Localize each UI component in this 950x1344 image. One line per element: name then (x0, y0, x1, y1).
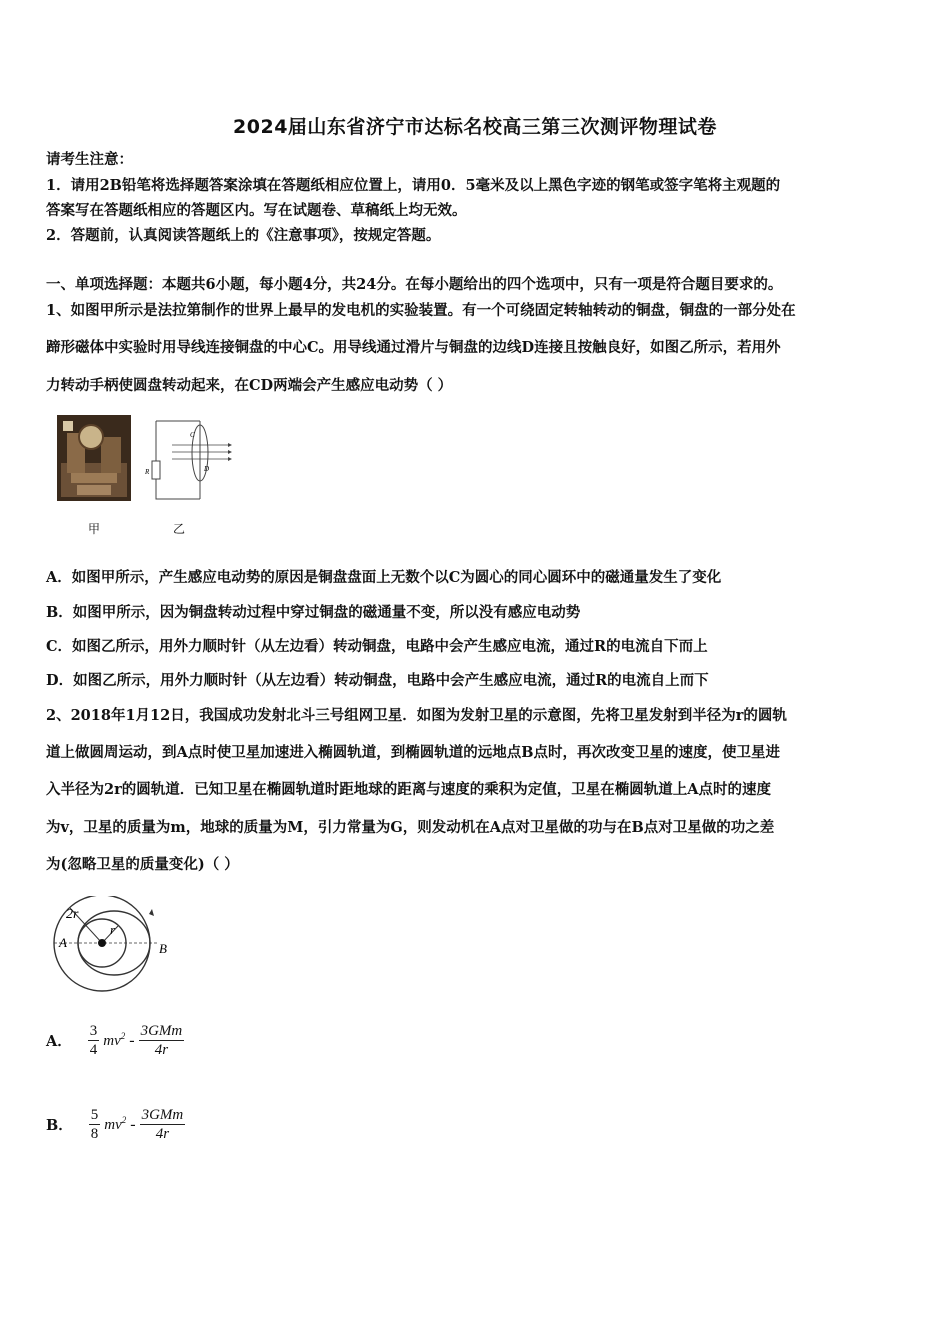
satellite-orbit-diagram (46, 896, 178, 996)
notice-line-2: 答案写在答题纸相应的答题区内。写在试题卷、草稿纸上均无效。 (46, 202, 467, 219)
q1-line-2: 蹄形磁体中实验时用导线连接铜盘的中心C。用导线通过滑片与铜盘的边线D连接且按触良好，如图乙所示，若用外 (46, 339, 781, 356)
q1-option-c: C．如图乙所示，用外力顺时针（从左边看）转动铜盘，电路中会产生感应电流，通过R的电流自下而上 (46, 638, 708, 655)
edge-d-label: D (204, 465, 210, 473)
notice-line-3: 2．答题前，认真阅读答题纸上的《注意事项》，按规定答题。 (46, 227, 441, 244)
section-heading: 一、单项选择题：本题共6小题，每小题4分，共24分。在每小题给出的四个选项中，只有一项是符合题目要求的。 (46, 276, 783, 293)
fraction: $\frac{\text{3GMm}}{4r}$ (140, 1023, 183, 1058)
q2-line-1: 2、2018年1月12日，我国成功发射北斗三号组网卫星．如图为发射卫星的示意图，先将卫星发射到半径为r的圆轨 (46, 707, 787, 724)
q2-line-4: 为v，卫星的质量为m，地球的质量为M，引力常量为G，则发动机在A点对卫星做的功与在B点对卫星做的功之差 (46, 819, 775, 836)
q1-line-1: 1、如图甲所示是法拉第制作的世界上最早的发电机的实验装置。有一个可绕固定转轴转动的铜盘，铜盘的一部分处在 (46, 302, 796, 319)
fraction: $\frac{5}{8}$ (90, 1107, 99, 1142)
minus-sign: - (129, 1031, 135, 1049)
center-c-label: C (190, 431, 195, 439)
fraction: $\frac{\text{3GMm}}{4r}$ (141, 1107, 184, 1142)
q1-option-b: B．如图甲所示，因为铜盘转动过程中穿过铜盘的磁通量不变，所以没有感应电动势 (46, 604, 581, 621)
q2-option-b-label: B． (46, 1117, 73, 1134)
q1-option-a: A．如图甲所示，产生感应电动势的原因是铜盘盘面上无数个以C为圆心的同心圆环中的磁通量发生了变化 (46, 569, 722, 586)
mv-term: $mv^2$ (104, 1115, 127, 1133)
minus-sign: - (130, 1115, 136, 1133)
orbit-label-r: r (110, 922, 116, 937)
q1-line-3: 力转动手柄使圆盘转动起来，在CD两端会产生感应电动势（ ） (46, 377, 453, 394)
q2-line-5: 为(忽略卫星的质量变化)（ ） (46, 856, 239, 873)
figure-caption-yi: 乙 (173, 522, 186, 536)
fraction: $\frac{3}{4}$ (89, 1023, 98, 1058)
q2-option-b (46, 1106, 185, 1143)
figure-caption-jia: 甲 (88, 522, 101, 536)
page-title: 2024届山东省济宁市达标名校高三第三次测评物理试卷 (233, 116, 717, 138)
point-b-label: B (159, 941, 167, 956)
q2-option-a-label: A． (46, 1033, 72, 1050)
q2-option-a (46, 1022, 184, 1059)
copper-disk-circuit-diagram (142, 415, 234, 503)
orbit-label-2r: 2r (66, 907, 79, 922)
notice-heading: 请考生注意： (46, 151, 133, 168)
q2-line-3: 入半径为2r的圆轨道．已知卫星在椭圆轨道时距地球的距离与速度的乘积为定值，卫星在椭圆轨道上A点时的速度 (46, 781, 771, 798)
faraday-generator-photo (57, 415, 131, 501)
notice-line-1: 1．请用2B铅笔将选择题答案涂填在答题纸相应位置上，请用0．5毫米及以上黑色字迹的钢笔或签字笔将主观题的 (46, 177, 781, 194)
q2-line-2: 道上做圆周运动，到A点时使卫星加速进入椭圆轨道，到椭圆轨道的远地点B点时，再次改变卫星的速度，使卫星进 (46, 744, 781, 761)
point-a-label: A (59, 935, 67, 950)
q1-option-d: D．如图乙所示，用外力顺时针（从左边看）转动铜盘，电路中会产生感应电流，通过R的电流自上而下 (46, 672, 709, 689)
mv-term: $mv^2$ (103, 1031, 126, 1049)
resistor-label: R (145, 468, 150, 476)
